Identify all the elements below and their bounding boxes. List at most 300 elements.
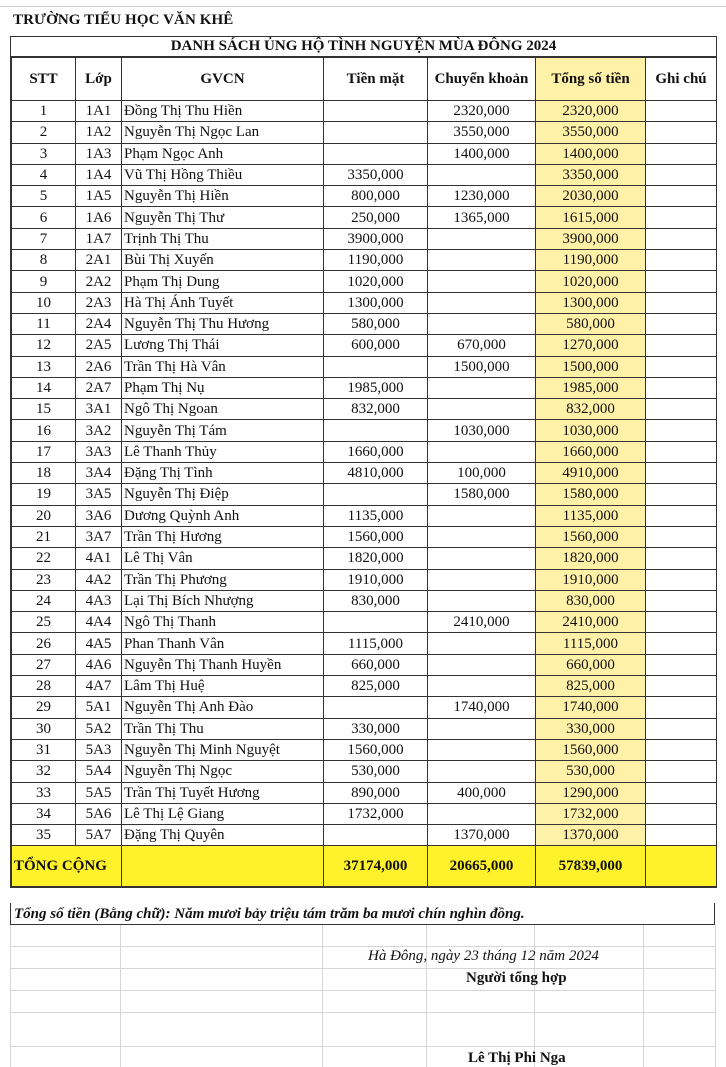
table-row — [12, 676, 717, 697]
cell-gvcn: Trần Thị Phương — [122, 569, 324, 590]
cell-transfer: 1400,000 — [428, 143, 536, 164]
cell-cash: 250,000 — [324, 207, 428, 228]
cell-lop: 3A5 — [76, 484, 122, 505]
cell-total: 1740,000 — [536, 697, 646, 718]
cell-cash: 580,000 — [324, 313, 428, 334]
cell-transfer: 3550,000 — [428, 122, 536, 143]
cell-stt: 3 — [12, 143, 76, 164]
cell-note — [646, 271, 717, 292]
cell-cash — [324, 697, 428, 718]
cell-cash — [324, 122, 428, 143]
table-row — [12, 718, 717, 739]
cell-lop: 2A6 — [76, 356, 122, 377]
cell-total: 1500,000 — [536, 356, 646, 377]
cell-total: 1270,000 — [536, 335, 646, 356]
cell-note — [646, 207, 717, 228]
cell-gvcn: Trần Thị Hương — [122, 526, 324, 547]
cell-cash: 330,000 — [324, 718, 428, 739]
cell-lop: 4A5 — [76, 633, 122, 654]
cell-transfer — [428, 676, 536, 697]
table-row — [12, 122, 717, 143]
cell-stt: 21 — [12, 526, 76, 547]
cell-note — [646, 633, 717, 654]
date-line: Hà Đông, ngày 23 tháng 12 năm 2024 — [368, 948, 599, 964]
cell-stt: 28 — [12, 676, 76, 697]
table-row — [12, 164, 717, 185]
cell-total: 580,000 — [536, 313, 646, 334]
header-note: Ghi chú — [646, 58, 717, 101]
cell-cash: 1985,000 — [324, 377, 428, 398]
totals-row — [12, 846, 717, 887]
cell-note — [646, 313, 717, 334]
cell-cash: 832,000 — [324, 399, 428, 420]
gridline — [10, 1046, 715, 1047]
cell-transfer: 1030,000 — [428, 420, 536, 441]
cell-note — [646, 612, 717, 633]
cell-stt: 2 — [12, 122, 76, 143]
cell-stt: 16 — [12, 420, 76, 441]
donation-table-frame — [10, 36, 717, 888]
gridline — [10, 946, 715, 947]
cell-gvcn: Nguyễn Thị Thu Hương — [122, 313, 324, 334]
cell-cash: 3900,000 — [324, 228, 428, 249]
cell-transfer: 400,000 — [428, 782, 536, 803]
cell-transfer: 670,000 — [428, 335, 536, 356]
table-row — [12, 420, 717, 441]
cell-total: 660,000 — [536, 654, 646, 675]
cell-note — [646, 101, 717, 122]
cell-stt: 8 — [12, 250, 76, 271]
cell-note — [646, 186, 717, 207]
cell-gvcn: Ngô Thị Ngoan — [122, 399, 324, 420]
table-row — [12, 377, 717, 398]
cell-gvcn: Nguyễn Thị Anh Đào — [122, 697, 324, 718]
cell-note — [646, 164, 717, 185]
cell-stt: 14 — [12, 377, 76, 398]
cell-gvcn: Dương Quỳnh Anh — [122, 505, 324, 526]
cell-gvcn: Nguyễn Thị Ngọc Lan — [122, 122, 324, 143]
cell-lop: 5A3 — [76, 739, 122, 760]
cell-transfer — [428, 739, 536, 760]
table-row — [12, 313, 717, 334]
table-row — [12, 569, 717, 590]
cell-note — [646, 676, 717, 697]
cell-lop: 5A2 — [76, 718, 122, 739]
cell-total: 2320,000 — [536, 101, 646, 122]
header-stt: STT — [12, 58, 76, 101]
cell-total: 1985,000 — [536, 377, 646, 398]
cell-total: 3900,000 — [536, 228, 646, 249]
compiler-label: Người tổng hợp — [466, 970, 567, 986]
cell-stt: 4 — [12, 164, 76, 185]
table-row — [12, 399, 717, 420]
cell-gvcn: Nguyễn Thị Điệp — [122, 484, 324, 505]
cell-gvcn: Ngô Thị Thanh — [122, 612, 324, 633]
cell-note — [646, 143, 717, 164]
cell-lop: 1A1 — [76, 101, 122, 122]
cell-stt: 5 — [12, 186, 76, 207]
cell-cash: 1560,000 — [324, 526, 428, 547]
cell-transfer: 1230,000 — [428, 186, 536, 207]
cell-cash: 1560,000 — [324, 739, 428, 760]
cell-stt: 6 — [12, 207, 76, 228]
cell-total: 1115,000 — [536, 633, 646, 654]
cell-transfer: 2320,000 — [428, 101, 536, 122]
cell-note — [646, 335, 717, 356]
donation-table — [11, 57, 717, 887]
cell-gvcn: Lại Thị Bích Nhượng — [122, 590, 324, 611]
header-cash: Tiền mặt — [324, 58, 428, 101]
cell-cash: 800,000 — [324, 186, 428, 207]
cell-note — [646, 761, 717, 782]
cell-stt: 24 — [12, 590, 76, 611]
table-row — [12, 292, 717, 313]
cell-gvcn: Phạm Thị Dung — [122, 271, 324, 292]
cell-stt: 22 — [12, 548, 76, 569]
cell-total: 1910,000 — [536, 569, 646, 590]
cell-stt: 25 — [12, 612, 76, 633]
cell-lop: 1A5 — [76, 186, 122, 207]
cell-gvcn: Hà Thị Ánh Tuyết — [122, 292, 324, 313]
gridline — [120, 925, 121, 1067]
totals-note-cell — [646, 846, 717, 887]
cell-stt: 17 — [12, 441, 76, 462]
cell-gvcn: Đồng Thị Thu Hiền — [122, 101, 324, 122]
totals-total: 57839,000 — [536, 846, 646, 887]
cell-stt: 27 — [12, 654, 76, 675]
table-row — [12, 271, 717, 292]
cell-stt: 35 — [12, 825, 76, 846]
cell-note — [646, 292, 717, 313]
table-title: DANH SÁCH ỦNG HỘ TÌNH NGUYỆN MÙA ĐÔNG 2024 — [11, 37, 716, 57]
cell-stt: 34 — [12, 803, 76, 824]
cell-total: 3550,000 — [536, 122, 646, 143]
cell-total: 330,000 — [536, 718, 646, 739]
cell-stt: 12 — [12, 335, 76, 356]
cell-note — [646, 590, 717, 611]
cell-cash: 3350,000 — [324, 164, 428, 185]
gridline — [426, 925, 427, 1067]
table-row — [12, 101, 717, 122]
gridline — [643, 925, 644, 1067]
totals-transfer: 20665,000 — [428, 846, 536, 887]
cell-total: 1400,000 — [536, 143, 646, 164]
gridline — [10, 1012, 715, 1013]
cell-gvcn: Nguyễn Thị Ngọc — [122, 761, 324, 782]
table-row — [12, 782, 717, 803]
table-row — [12, 739, 717, 760]
table-row — [12, 825, 717, 846]
cell-cash: 4810,000 — [324, 463, 428, 484]
cell-cash: 1732,000 — [324, 803, 428, 824]
totals-cash: 37174,000 — [324, 846, 428, 887]
table-row — [12, 548, 717, 569]
cell-cash — [324, 420, 428, 441]
cell-cash — [324, 825, 428, 846]
cell-cash: 1660,000 — [324, 441, 428, 462]
cell-lop: 2A3 — [76, 292, 122, 313]
table-row — [12, 143, 717, 164]
table-row — [12, 484, 717, 505]
cell-total: 1560,000 — [536, 526, 646, 547]
cell-cash: 1020,000 — [324, 271, 428, 292]
cell-transfer: 100,000 — [428, 463, 536, 484]
table-row — [12, 186, 717, 207]
cell-lop: 1A2 — [76, 122, 122, 143]
cell-transfer — [428, 250, 536, 271]
table-row — [12, 697, 717, 718]
cell-transfer — [428, 505, 536, 526]
cell-note — [646, 548, 717, 569]
gridline — [715, 925, 716, 1067]
cell-cash: 1135,000 — [324, 505, 428, 526]
cell-lop: 4A4 — [76, 612, 122, 633]
cell-total: 825,000 — [536, 676, 646, 697]
cell-gvcn: Phạm Thị Nụ — [122, 377, 324, 398]
header-transfer: Chuyển khoản — [428, 58, 536, 101]
table-row — [12, 612, 717, 633]
cell-lop: 3A3 — [76, 441, 122, 462]
gridline — [10, 990, 715, 991]
cell-lop: 4A2 — [76, 569, 122, 590]
cell-note — [646, 505, 717, 526]
cell-cash: 660,000 — [324, 654, 428, 675]
cell-stt: 9 — [12, 271, 76, 292]
cell-transfer — [428, 377, 536, 398]
cell-lop: 2A2 — [76, 271, 122, 292]
cell-gvcn: Lê Thanh Thủy — [122, 441, 324, 462]
cell-cash — [324, 484, 428, 505]
cell-lop: 4A7 — [76, 676, 122, 697]
school-name: TRƯỜNG TIỂU HỌC VĂN KHÊ — [13, 12, 234, 28]
cell-stt: 31 — [12, 739, 76, 760]
cell-transfer — [428, 718, 536, 739]
cell-total: 1370,000 — [536, 825, 646, 846]
cell-stt: 19 — [12, 484, 76, 505]
table-row — [12, 526, 717, 547]
cell-lop: 5A1 — [76, 697, 122, 718]
cell-transfer — [428, 803, 536, 824]
cell-total: 4910,000 — [536, 463, 646, 484]
table-row — [12, 335, 717, 356]
cell-cash — [324, 612, 428, 633]
top-gridline — [0, 6, 726, 7]
header-lop: Lớp — [76, 58, 122, 101]
cell-transfer: 1580,000 — [428, 484, 536, 505]
cell-total: 1615,000 — [536, 207, 646, 228]
cell-total: 1732,000 — [536, 803, 646, 824]
cell-lop: 5A7 — [76, 825, 122, 846]
cell-gvcn: Nguyễn Thị Minh Nguyệt — [122, 739, 324, 760]
table-row — [12, 356, 717, 377]
cell-total: 1580,000 — [536, 484, 646, 505]
cell-cash: 1300,000 — [324, 292, 428, 313]
cell-lop: 4A1 — [76, 548, 122, 569]
cell-stt: 1 — [12, 101, 76, 122]
cell-lop: 1A3 — [76, 143, 122, 164]
cell-stt: 7 — [12, 228, 76, 249]
cell-cash: 1820,000 — [324, 548, 428, 569]
table-row — [12, 463, 717, 484]
header-row — [12, 58, 717, 101]
cell-note — [646, 718, 717, 739]
cell-gvcn: Đặng Thị Tình — [122, 463, 324, 484]
cell-transfer: 1370,000 — [428, 825, 536, 846]
cell-gvcn: Trần Thị Thu — [122, 718, 324, 739]
header-gvcn: GVCN — [122, 58, 324, 101]
cell-gvcn: Lương Thị Thái — [122, 335, 324, 356]
cell-gvcn: Nguyễn Thị Hiền — [122, 186, 324, 207]
cell-note — [646, 463, 717, 484]
cell-gvcn: Vũ Thị Hồng Thiều — [122, 164, 324, 185]
amount-in-words: Tổng số tiền (Bằng chữ): Năm mươi bảy triệu tám trăm ba mươi chín nghìn đồng. — [10, 903, 715, 925]
cell-cash: 530,000 — [324, 761, 428, 782]
cell-lop: 2A1 — [76, 250, 122, 271]
cell-stt: 26 — [12, 633, 76, 654]
cell-transfer — [428, 399, 536, 420]
cell-lop: 2A7 — [76, 377, 122, 398]
gridline — [534, 925, 535, 1067]
cell-stt: 32 — [12, 761, 76, 782]
cell-gvcn: Phan Thanh Vân — [122, 633, 324, 654]
cell-transfer: 1365,000 — [428, 207, 536, 228]
cell-lop: 5A5 — [76, 782, 122, 803]
cell-cash: 1115,000 — [324, 633, 428, 654]
cell-gvcn: Lê Thị Vân — [122, 548, 324, 569]
table-body — [12, 101, 717, 846]
table-row — [12, 590, 717, 611]
cell-total: 1300,000 — [536, 292, 646, 313]
cell-note — [646, 569, 717, 590]
cell-note — [646, 250, 717, 271]
cell-transfer — [428, 569, 536, 590]
table-row — [12, 505, 717, 526]
gridline — [10, 925, 11, 1067]
cell-note — [646, 377, 717, 398]
cell-note — [646, 228, 717, 249]
totals-label: TỔNG CỘNG — [12, 846, 122, 887]
cell-transfer — [428, 654, 536, 675]
cell-gvcn: Lê Thị Lệ Giang — [122, 803, 324, 824]
cell-note — [646, 484, 717, 505]
cell-lop: 5A4 — [76, 761, 122, 782]
cell-note — [646, 441, 717, 462]
cell-note — [646, 420, 717, 441]
cell-lop: 5A6 — [76, 803, 122, 824]
cell-transfer: 1740,000 — [428, 697, 536, 718]
cell-note — [646, 356, 717, 377]
cell-transfer — [428, 164, 536, 185]
cell-gvcn: Trần Thị Tuyết Hương — [122, 782, 324, 803]
cell-total: 3350,000 — [536, 164, 646, 185]
cell-gvcn: Trịnh Thị Thu — [122, 228, 324, 249]
cell-transfer — [428, 441, 536, 462]
header-total: Tổng số tiền — [536, 58, 646, 101]
cell-note — [646, 825, 717, 846]
cell-stt: 23 — [12, 569, 76, 590]
cell-cash: 825,000 — [324, 676, 428, 697]
cell-total: 2410,000 — [536, 612, 646, 633]
totals-gvcn-cell — [122, 846, 324, 887]
cell-total: 1560,000 — [536, 739, 646, 760]
cell-lop: 3A7 — [76, 526, 122, 547]
cell-transfer — [428, 633, 536, 654]
cell-note — [646, 122, 717, 143]
cell-total: 530,000 — [536, 761, 646, 782]
cell-total: 1135,000 — [536, 505, 646, 526]
cell-gvcn: Bùi Thị Xuyến — [122, 250, 324, 271]
cell-lop: 4A6 — [76, 654, 122, 675]
cell-lop: 2A5 — [76, 335, 122, 356]
cell-transfer — [428, 271, 536, 292]
cell-transfer — [428, 228, 536, 249]
cell-lop: 1A7 — [76, 228, 122, 249]
table-row — [12, 228, 717, 249]
cell-cash: 1910,000 — [324, 569, 428, 590]
cell-total: 1660,000 — [536, 441, 646, 462]
cell-lop: 3A6 — [76, 505, 122, 526]
cell-cash — [324, 356, 428, 377]
cell-gvcn: Nguyễn Thị Tám — [122, 420, 324, 441]
cell-total: 1820,000 — [536, 548, 646, 569]
cell-transfer — [428, 526, 536, 547]
cell-stt: 30 — [12, 718, 76, 739]
cell-transfer — [428, 761, 536, 782]
cell-note — [646, 526, 717, 547]
cell-stt: 15 — [12, 399, 76, 420]
cell-total: 1030,000 — [536, 420, 646, 441]
cell-lop: 4A3 — [76, 590, 122, 611]
cell-cash: 890,000 — [324, 782, 428, 803]
cell-cash — [324, 143, 428, 164]
table-row — [12, 633, 717, 654]
cell-transfer: 2410,000 — [428, 612, 536, 633]
table-row — [12, 654, 717, 675]
cell-stt: 10 — [12, 292, 76, 313]
cell-total: 832,000 — [536, 399, 646, 420]
cell-lop: 1A6 — [76, 207, 122, 228]
cell-note — [646, 739, 717, 760]
cell-gvcn: Trần Thị Hà Vân — [122, 356, 324, 377]
cell-cash: 600,000 — [324, 335, 428, 356]
cell-gvcn: Đặng Thị Quyên — [122, 825, 324, 846]
cell-transfer — [428, 292, 536, 313]
cell-note — [646, 782, 717, 803]
cell-stt: 33 — [12, 782, 76, 803]
cell-stt: 29 — [12, 697, 76, 718]
cell-transfer: 1500,000 — [428, 356, 536, 377]
gridline — [10, 968, 715, 969]
table-row — [12, 441, 717, 462]
cell-gvcn: Phạm Ngọc Anh — [122, 143, 324, 164]
table-row — [12, 207, 717, 228]
cell-gvcn: Lâm Thị Huệ — [122, 676, 324, 697]
cell-stt: 11 — [12, 313, 76, 334]
cell-note — [646, 654, 717, 675]
cell-stt: 18 — [12, 463, 76, 484]
cell-total: 830,000 — [536, 590, 646, 611]
cell-note — [646, 697, 717, 718]
cell-lop: 2A4 — [76, 313, 122, 334]
cell-gvcn: Nguyễn Thị Thư — [122, 207, 324, 228]
cell-gvcn: Nguyễn Thị Thanh Huyền — [122, 654, 324, 675]
cell-transfer — [428, 590, 536, 611]
gridline — [322, 925, 323, 1067]
cell-total: 1020,000 — [536, 271, 646, 292]
cell-cash: 830,000 — [324, 590, 428, 611]
cell-total: 1290,000 — [536, 782, 646, 803]
cell-stt: 20 — [12, 505, 76, 526]
